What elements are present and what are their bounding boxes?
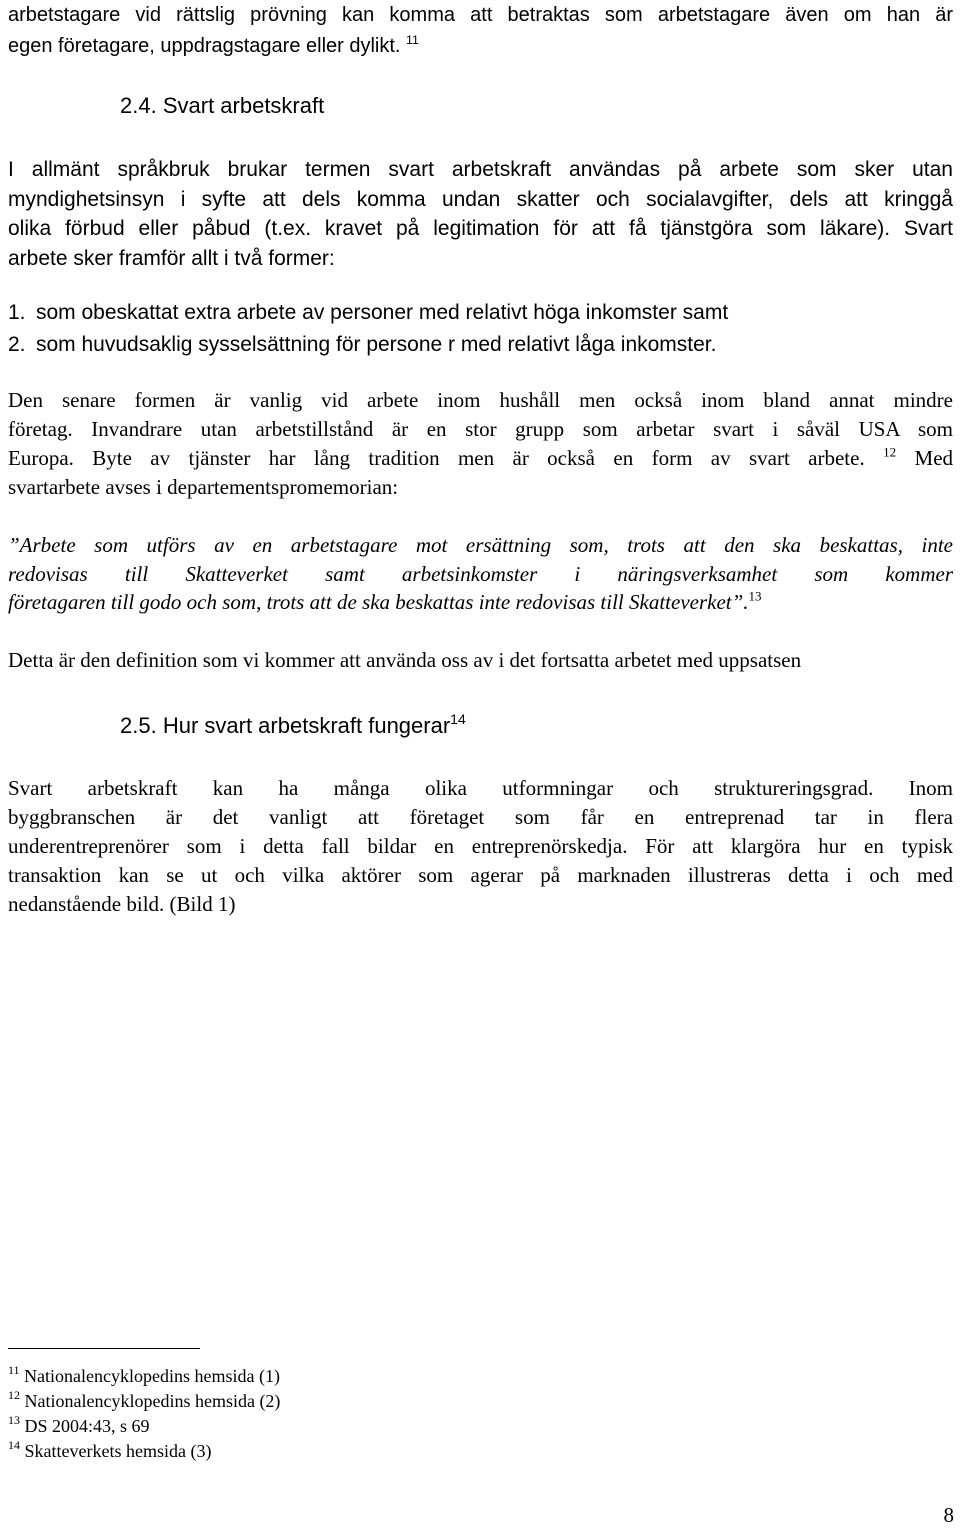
section-title: Hur svart arbetskraft fungerar bbox=[162, 713, 451, 738]
intro-line: egen företagare, uppdragstagare eller dylikt. $^{11}$ bbox=[8, 32, 419, 57]
quote-line: företagaren till godo och som, trots att de ska beskattas inte redovisas till Skatteverket”.$^{13}$ bbox=[8, 588, 762, 614]
block-quote bbox=[8, 531, 953, 617]
paragraph-line: arbete sker framför allt i två former: bbox=[8, 246, 335, 270]
list-number: 1. bbox=[8, 301, 26, 324]
paragraph-line: I allmänt språkbruk brukar termen svart arbetskraft användas på arbete som sker utan bbox=[8, 158, 953, 181]
footnote-ref: 11 bbox=[406, 32, 419, 47]
paragraph-line: myndighetsinsyn i syfte att dels komma undan skatter och socialavgifter, dels att kringgå bbox=[8, 187, 953, 211]
quote-line: ”Arbete som utförs av en arbetstagare mot ersättning som, trots att den ska beskattas, inte bbox=[8, 533, 953, 557]
footnote-number: 13 bbox=[8, 1413, 20, 1428]
footnote-number: 11 bbox=[8, 1363, 20, 1378]
quote-line: redovisas till Skatteverket samt arbetsinkomster i näringsverksamhet som kommer bbox=[8, 561, 953, 586]
footnote-text: Nationalencyklopedins hemsida (2) bbox=[24, 1391, 281, 1411]
footnote-ref: 13 bbox=[748, 588, 762, 604]
section-title: Svart arbetskraft bbox=[162, 93, 325, 118]
paragraph-line: Detta är den definition som vi kommer att använda oss av i det fortsatta arbetet med uppsatsen bbox=[8, 648, 802, 672]
intro-line: arbetstagare vid rättslig prövning kan komma att betraktas som arbetstagare även om han är bbox=[8, 4, 953, 26]
paragraph bbox=[8, 386, 953, 502]
footnote-ref: 14 bbox=[450, 710, 466, 727]
footnote bbox=[8, 1439, 211, 1463]
footnote bbox=[8, 1389, 280, 1413]
list-item bbox=[8, 298, 728, 327]
footnote-separator bbox=[8, 1348, 200, 1349]
paragraph-line: transaktion kan se ut och vilka aktörer som agerar på marknaden illustreras detta i och med bbox=[8, 863, 953, 887]
list-text: som obeskattat extra arbete av personer med relativt höga inkomster samt bbox=[36, 301, 729, 324]
list-text: som huvudsaklig sysselsättning för persone r med relativt låga inkomster. bbox=[36, 333, 717, 356]
footnote-number: 14 bbox=[8, 1438, 20, 1453]
section-number: 2.5. bbox=[120, 713, 157, 738]
paragraph bbox=[8, 646, 953, 675]
footnote-text: Skatteverkets hemsida (3) bbox=[24, 1441, 212, 1461]
list-item bbox=[8, 330, 716, 359]
list-number: 2. bbox=[8, 333, 26, 356]
footnote-text: Nationalencyklopedins hemsida (1) bbox=[24, 1366, 280, 1386]
section-heading bbox=[120, 91, 324, 121]
footnote bbox=[8, 1364, 280, 1388]
paragraph-line: svartarbete avses i departementspromemorian: bbox=[8, 475, 399, 499]
page-number: 8 bbox=[943, 1503, 954, 1527]
section-heading bbox=[120, 711, 466, 741]
paragraph-line: Europa. Byte av tjänster har lång tradition men är också en form av svart arbete. $^{12}$ Med bbox=[8, 444, 954, 470]
paragraph-line: nedanstående bild. (Bild 1) bbox=[8, 892, 236, 916]
paragraph-line: företag. Invandrare utan arbetstillstånd är en stor grupp som arbetar svart i såväl USA som bbox=[8, 417, 953, 441]
footnote bbox=[8, 1414, 150, 1438]
paragraph-line: underentreprenörer som i detta fall bildar en entreprenörskedja. För att klargöra hur en typisk bbox=[8, 834, 953, 858]
paragraph-line: Svart arbetskraft kan ha många olika utformningar och struktureringsgrad. Inom bbox=[8, 776, 953, 800]
footnote-number: 12 bbox=[8, 1388, 20, 1403]
footnote-ref: 12 bbox=[883, 444, 897, 460]
paragraph bbox=[8, 155, 953, 273]
footnote-text: DS 2004:43, s 69 bbox=[24, 1416, 150, 1436]
paragraph-line: byggbranschen är det vanligt att företaget som får en entreprenad tar in flera bbox=[8, 805, 953, 829]
section-number: 2.4. bbox=[120, 93, 157, 118]
paragraph bbox=[8, 774, 953, 919]
paragraph-line: Den senare formen är vanlig vid arbete inom hushåll men också inom bland annat mindre bbox=[8, 388, 953, 412]
intro-paragraph bbox=[8, 0, 953, 62]
paragraph-line: olika förbud eller påbud (t.ex. kravet på legitimation för att få tjänstgöra som läkare). Svart bbox=[8, 217, 953, 240]
